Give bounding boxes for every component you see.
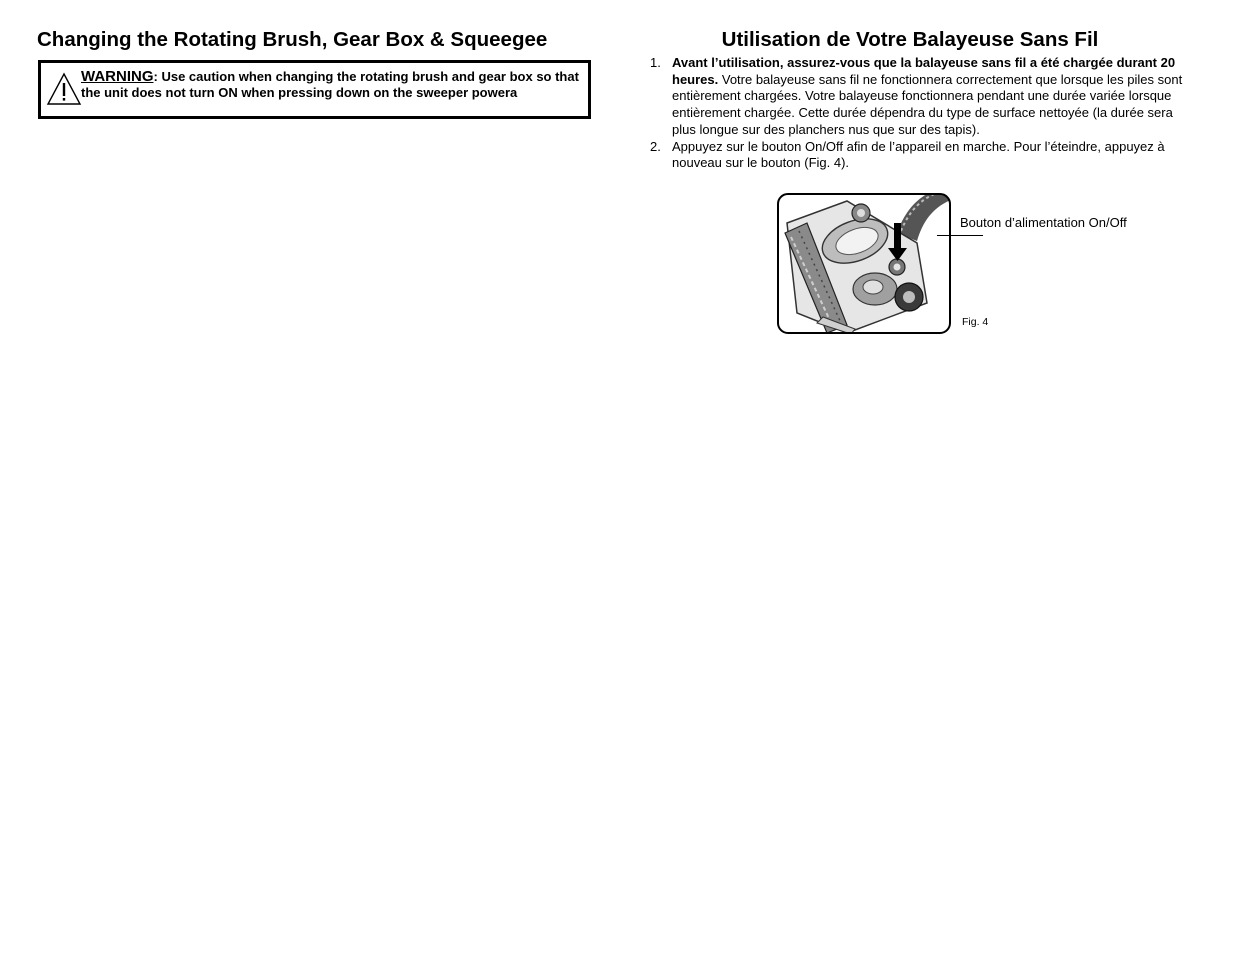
- warning-box: [38, 60, 591, 119]
- warning-message: Use caution when changing the rotating brush and gear box so that the unit does not turn ON when pressing down on the sweeper powera: [81, 69, 579, 100]
- warning-label: WARNING: [81, 68, 154, 85]
- step-bold-text: Avant l’utilisation, assurez-vous que la balayeuse sans fil a été chargée durant 20 heures.: [672, 55, 1176, 87]
- figure-caption: Fig. 4: [962, 316, 989, 328]
- sweeper-illustration: [777, 193, 951, 334]
- instruction-steps: [650, 55, 1185, 172]
- step-text: Votre balayeuse sans fil ne fonctionnera correctement que lorsque les piles sont entièrement chargées. Votre balayeuse fonctionnera pendant une durée variée lorsque entièrement chargée. Cette durée dépendra du type de surface nettoyée (la durée sera plus longue sur des planchers nus que sur des tapis).: [672, 71, 1183, 137]
- step-text: Appuyez sur le bouton On/Off afin de l’appareil en marche. Pour l’éteindre, appuyez à nouveau sur le bouton (Fig. 4).: [672, 138, 1165, 171]
- section-title-changing-brush: Changing the Rotating Brush, Gear Box & Squeegee: [37, 28, 548, 51]
- step-item: [650, 55, 1185, 139]
- power-button-callout: Bouton d’alimentation On/Off: [960, 215, 1127, 230]
- warning-colon: :: [153, 69, 158, 84]
- callout-leader-line: [937, 235, 983, 236]
- warning-triangle-icon: [46, 72, 82, 106]
- step-number: 2.: [650, 138, 661, 154]
- step-number: 1.: [650, 55, 661, 70]
- section-title-utilisation: Utilisation de Votre Balayeuse Sans Fil: [721, 28, 1099, 51]
- step-item: [650, 139, 1185, 172]
- warning-text: [81, 69, 581, 100]
